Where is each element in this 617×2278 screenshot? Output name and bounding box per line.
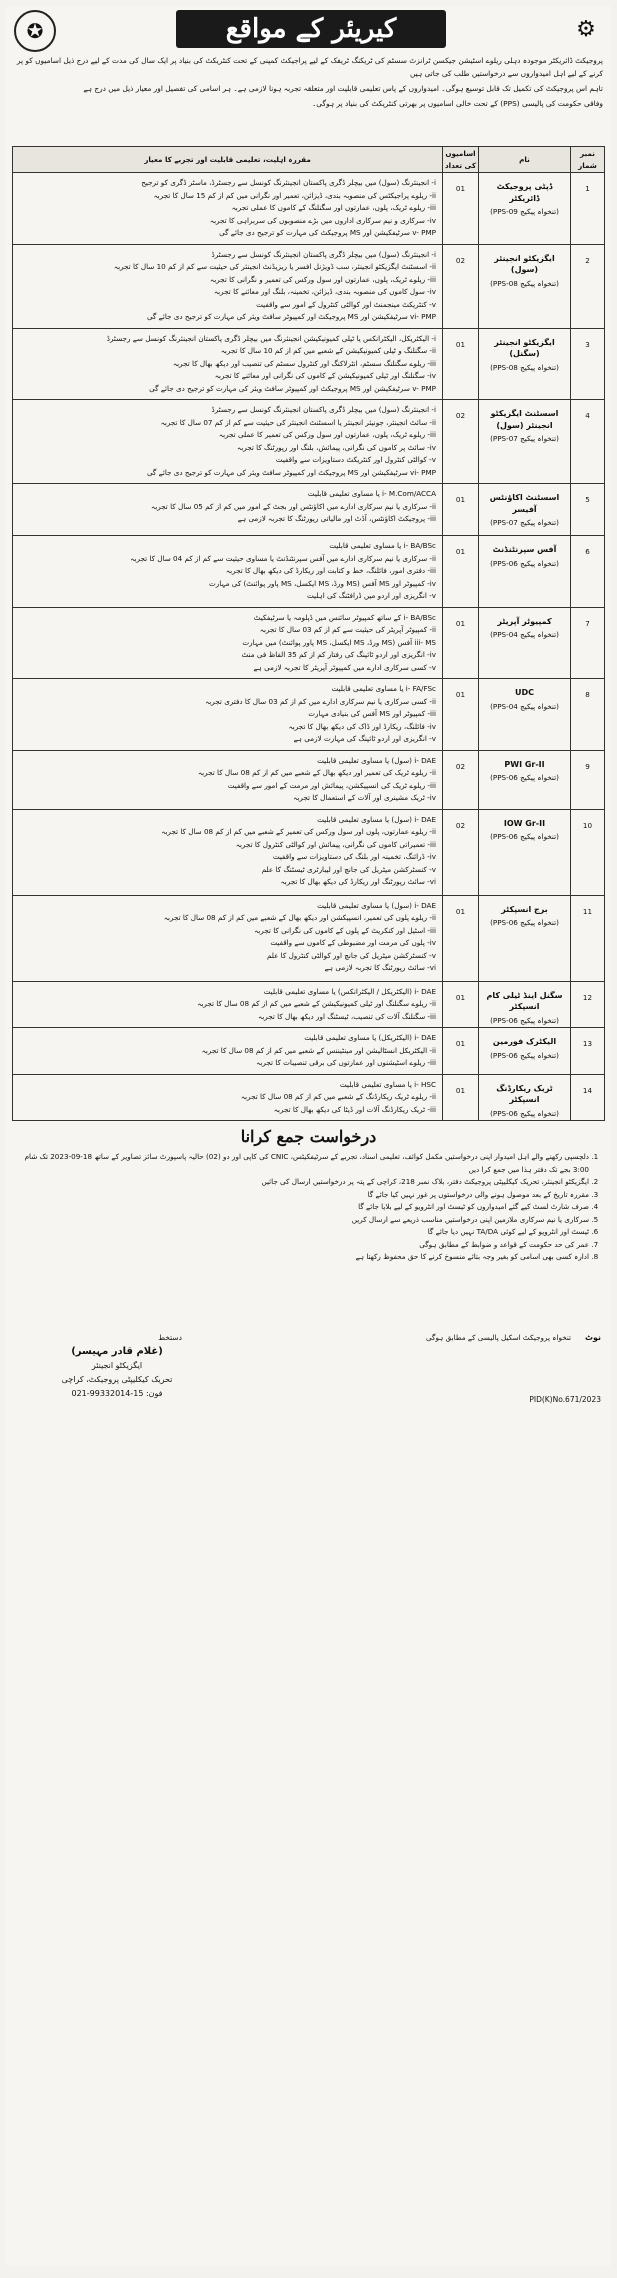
post-pay-scale: (تنخواہ پیکیج PPS-06)	[490, 1015, 559, 1025]
table-row	[13, 981, 605, 1028]
row-seats: 01	[443, 607, 479, 679]
requirement-item: i- BA/BSc کے ساتھ کمپیوٹر سائنس میں ڈپلومہ یا سرٹیفکیٹ	[253, 612, 436, 622]
row-serial: 10	[571, 809, 605, 895]
post-name: برج انسپکٹر	[501, 904, 548, 914]
row-post	[479, 244, 571, 328]
requirement-item: iii- سگنلنگ آلات کی تنصیب، ٹیسٹنگ اور دیکھ بھال کا تجربہ	[258, 1011, 436, 1021]
requirement-item: i- DAE (الیکٹریکل / الیکٹرانکس) یا مساوی تعلیمی قابلیت	[263, 986, 436, 996]
apply-item: 4. صرف شارٹ لسٹ کیے گئے امیدواروں کو ٹیسٹ اور انٹرویو کے لیے بلایا جائے گا	[14, 1201, 589, 1214]
requirement-item: v- انگریزی اور اردو میں ڈرافٹنگ کی اہلیت	[306, 591, 436, 600]
post-name: اسسٹنٹ اکاؤنٹس آفیسر	[489, 493, 560, 514]
row-post	[479, 895, 571, 981]
row-post	[479, 484, 571, 536]
requirement-item: vi- سائٹ رپورٹنگ کا تجربہ لازمی ہے	[324, 963, 436, 972]
row-serial: 12	[571, 981, 605, 1028]
requirement-item: v- کسی سرکاری ادارے میں کمپیوٹر آپریٹر کا تجربہ لازمی ہے	[253, 662, 436, 672]
signatory-office: تحریک کیکلیپٹی پروجیکٹ، کراچی	[61, 1375, 173, 1384]
post-pay-scale: (تنخواہ پیکیج PPS-09)	[490, 207, 559, 216]
requirement-item: iv- فائلنگ، ریکارڈ اور ڈاک کی دیکھ بھال کا تجربہ	[288, 721, 436, 731]
post-name: کمپیوٹر آپریٹر	[497, 616, 552, 626]
row-serial: 7	[571, 607, 605, 679]
apply-item: 2. ایگزیکٹو انجینئر، تحریک کیکلیپٹی پروجیکٹ دفتر، بلاک نمبر 218، کراچی کے پتہ پر درخواستیں ارسال کی جائیں	[14, 1176, 589, 1189]
requirement-item: vi- PMP سرٹیفکیشن اور MS پروجیکٹ اور کمپیوٹر سافٹ ویئر کی مہارت کو ترجیح دی جائے گی	[146, 312, 436, 321]
sign-label: دستخط	[158, 1333, 182, 1342]
post-name: سگنل اینڈ ٹیلی کام انسپکٹر	[486, 990, 563, 1011]
apply-item: 8. ادارہ کسی بھی اسامی کو بغیر وجہ بتائے منسوخ کرنے کا حق محفوظ رکھتا ہے	[14, 1251, 589, 1264]
requirement-item: ii- سرکاری یا نیم سرکاری ادارے میں اکاؤنٹس اور بجٹ کے امور میں کم از کم 05 سال کا تجربہ	[150, 501, 436, 511]
requirement-item: v- انگریزی اور اردو ٹائپنگ کی مہارت لازمی ہے	[293, 734, 436, 743]
apply-item: 1. دلچسپی رکھنے والے اہل امیدوار اپنی درخواستیں مکمل کوائف، تعلیمی اسناد، تجربے کے سرٹیفکیٹس، CNIC کی کاپی اور دو (02) حالیہ پاسپورٹ سائز تصاویر کے ساتھ 18-09-2023 تک شام 3:00 بجے تک دفتر ہذا میں جمع کرا دیں	[14, 1151, 589, 1176]
note-label: نوٹ	[584, 1333, 601, 1342]
row-requirements	[13, 244, 443, 328]
table-header-row	[13, 147, 605, 173]
post-pay-scale: (تنخواہ پیکیج PPS-06)	[490, 918, 559, 927]
requirement-item: v- PMP سرٹیفکیشن اور MS پروجیکٹ کی مہارت کو ترجیح دی جائے گی	[219, 228, 436, 237]
requirement-item: iv- سول کاموں کی منصوبہ بندی، ڈیزائن، تخمینہ، بلنگ اور معائنے کا تجربہ	[213, 287, 436, 296]
row-seats: 01	[443, 1028, 479, 1075]
requirement-item: i- M.Com/ACCA یا مساوی تعلیمی قابلیت	[307, 489, 436, 498]
post-name: آفس سپرنٹنڈنٹ	[492, 545, 557, 554]
post-pay-scale: (تنخواہ پیکیج PPS-07)	[490, 434, 559, 443]
table-row	[13, 750, 605, 809]
row-requirements	[13, 328, 443, 400]
row-requirements	[13, 809, 443, 895]
row-seats: 01	[443, 895, 479, 981]
jobs-table	[12, 146, 605, 1121]
requirement-item: iv- ٹریک مشینری اور آلات کے استعمال کا تجربہ	[293, 793, 436, 802]
row-post	[479, 536, 571, 608]
header-seats: اسامیوں کی تعداد	[443, 147, 479, 173]
table-row	[13, 607, 605, 679]
intro-paragraph: پروجیکٹ ڈائریکٹر موجودہ دہلی ریلوے اسٹیشن جیکسن ٹرانزٹ سسٹم کی ٹریکنگ ٹریفک کے لیے پراجیکٹ کمپنی کے تحت کنٹریکٹ کی بنیاد پر ایک سال کی مدت کے لیے درج ذیل اسامیوں کو پر کرنے کے لیے اہل امیدواروں سے درخواستیں طلب کی جاتی ہیں	[16, 56, 603, 78]
requirement-item: i- DAE (سول) یا مساوی تعلیمی قابلیت	[317, 755, 436, 765]
intro-paragraph: وفاقی حکومت کی پالیسی (PPS) کے تحت خالی اسامیوں پر بھرتی کنٹریکٹ کی بنیاد پر ہوگی۔	[311, 99, 603, 108]
row-serial: 5	[571, 484, 605, 536]
table-row	[13, 1074, 605, 1121]
row-requirements	[13, 1074, 443, 1121]
row-seats: 02	[443, 750, 479, 809]
signatory-phone: 021-99332014-15 :فون	[71, 1389, 163, 1398]
row-seats: 01	[443, 328, 479, 400]
post-name: IOW Gr-II	[503, 818, 546, 828]
requirement-item: iii- دفتری امور، فائلنگ، خط و کتابت اور ریکارڈ کی دیکھ بھال کا تجربہ	[225, 566, 436, 575]
requirement-item: iii- پروجیکٹ اکاؤنٹس، آڈٹ اور مالیاتی رپورٹنگ کا تجربہ لازمی ہے	[237, 514, 436, 523]
table-row	[13, 679, 605, 751]
requirement-item: v- PMP سرٹیفکیشن اور MS پروجیکٹ اور کمپیوٹر سافٹ ویئر کی مہارت کو ترجیح دی جائے گی	[149, 383, 436, 393]
row-seats: 01	[443, 536, 479, 608]
intro-paragraph: تاہم اس پروجیکٹ کی تکمیل تک قابل توسیع ہوگی۔ امیدواروں کے پاس تعلیمی قابلیت اور متعلقہ تجربہ ہونا لازمی ہے۔ ہر اسامی کی تفصیل اور معیار ذیل میں درج ہے	[83, 84, 603, 93]
header-post: نام	[479, 147, 571, 173]
row-requirements	[13, 1028, 443, 1075]
requirement-item: i- HSC یا مساوی تعلیمی قابلیت	[339, 1079, 436, 1089]
row-post	[479, 750, 571, 809]
requirement-item: iv- سگنلنگ اور ٹیلی کمیونیکیشن کے کاموں کی نگرانی اور معائنے کا تجربہ	[214, 371, 436, 380]
requirement-item: i- DAE (سول) یا مساوی تعلیمی قابلیت	[317, 900, 436, 910]
post-name: ایگزیکٹو انجینئر (سول)	[494, 253, 555, 274]
requirement-item: iii- تعمیراتی کاموں کی نگرانی، پیمائش اور کوالٹی کنٹرول کا تجربہ	[235, 839, 436, 849]
requirement-item: v- کنٹریکٹ مینجمنٹ اور کوالٹی کنٹرول کے امور سے واقفیت	[256, 299, 436, 309]
post-pay-scale: (تنخواہ پیکیج PPS-08)	[490, 278, 559, 288]
row-serial: 9	[571, 750, 605, 809]
row-requirements	[13, 750, 443, 809]
table-row	[13, 809, 605, 895]
requirement-item: i- DAE (الیکٹریکل) یا مساوی تعلیمی قابلیت	[304, 1033, 436, 1042]
requirement-item: iii- ریلوے سگنلنگ سسٹم، انٹرلاکنگ اور کنٹرول سسٹم کی تنصیب اور دیکھ بھال کا تجربہ	[172, 358, 436, 368]
requirement-item: iii- ریلوے ٹریک، پلوں، عمارتوں اور سول ورکس کی تعمیر کا عملی تجربہ	[218, 430, 436, 439]
post-pay-scale: (تنخواہ پیکیج PPS-04)	[490, 701, 559, 711]
requirement-item: ii- ریلوے پلوں کی تعمیر، انسپیکشن اور دیکھ بھال کے شعبے میں کم از کم 08 سال کا تجربہ	[163, 913, 436, 922]
row-seats: 02	[443, 809, 479, 895]
table-row	[13, 895, 605, 981]
post-pay-scale: (تنخواہ پیکیج PPS-08)	[490, 362, 559, 372]
row-post	[479, 679, 571, 751]
row-requirements	[13, 400, 443, 484]
table-row	[13, 1028, 605, 1075]
row-seats: 01	[443, 484, 479, 536]
requirement-item: ii- ریلوے سگنلنگ اور ٹیلی کمیونیکیشن کے شعبے میں کم از کم 08 سال کا تجربہ	[197, 999, 436, 1008]
requirement-item: iv- انگریزی اور اردو ٹائپنگ کی رفتار کم از کم 35 الفاظ فی منٹ	[241, 650, 436, 659]
post-pay-scale: (تنخواہ پیکیج PPS-04)	[490, 630, 559, 639]
row-serial: 2	[571, 244, 605, 328]
row-serial: 4	[571, 400, 605, 484]
requirement-item: v- کنسٹرکشن میٹریل کی جانچ اور لیبارٹری ٹیسٹنگ کا علم	[261, 864, 436, 874]
footer	[6, 1329, 611, 1415]
requirement-item: iii- کمپیوٹر اور MS آفس کی بنیادی مہارت	[308, 709, 436, 718]
row-serial: 1	[571, 173, 605, 245]
requirement-item: ii- سگنلنگ و ٹیلی کمیونیکیشن کے شعبے میں کم از کم 10 سال کا تجربہ	[220, 346, 436, 355]
requirement-item: ii- ریلوے پراجیکٹس کی منصوبہ بندی، ڈیزائن، تعمیر اور نگرانی میں کم از کم 15 سال کا تجربہ	[153, 190, 436, 200]
row-requirements	[13, 895, 443, 981]
apply-instructions	[6, 1151, 611, 1329]
advertisement-page	[6, 6, 611, 2266]
post-name: ایگزیکٹو انجینئر (سگنل)	[494, 337, 555, 358]
requirement-item: ii- کسی سرکاری یا نیم سرکاری ادارے میں کم از کم 03 سال کا دفتری تجربہ	[205, 696, 436, 706]
requirement-item: vi- سائٹ رپورٹنگ اور ریکارڈ کی دیکھ بھال کا تجربہ	[280, 877, 436, 886]
apply-title: درخواست جمع کرانا	[240, 1127, 377, 1146]
requirement-item: v- کنسٹرکشن میٹریل کی جانچ اور کوالٹی کنٹرول کا علم	[266, 950, 436, 960]
requirement-item: iv- ڈرائنگ، تخمینہ اور بلنگ کی دستاویزات سے واقفیت	[272, 852, 436, 861]
requirement-item: v- کوالٹی کنٹرول اور کنٹریکٹ دستاویزات سے واقفیت	[275, 455, 436, 464]
apply-item: 5. سرکاری یا نیم سرکاری ملازمین اپنی درخواستیں مناسب ذریعے سے ارسال کریں	[14, 1214, 589, 1227]
requirement-item: iii- اسٹیل اور کنکریٹ کے پلوں کے کاموں کی نگرانی کا تجربہ	[254, 925, 436, 935]
row-post	[479, 607, 571, 679]
requirement-item: i- انجینئرنگ (سول) میں بیچلر ڈگری پاکستان انجینئرنگ کونسل سے رجسٹرڈ	[211, 405, 436, 414]
requirement-item: iii- MS آفس (MS ورڈ، MS ایکسل، MS پاور پوائنٹ) میں مہارت	[242, 637, 436, 647]
apply-item: 6. ٹیسٹ اور انٹرویو کے لیے کوئی TA/DA نہیں دیا جائے گا	[14, 1226, 589, 1239]
requirement-item: vi- PMP سرٹیفکیشن اور MS پروجیکٹ اور کمپیوٹر سافٹ ویئر کی مہارت کو ترجیح دی جائے گی	[146, 467, 436, 477]
row-seats: 01	[443, 981, 479, 1028]
row-serial: 8	[571, 679, 605, 751]
row-post	[479, 1028, 571, 1075]
row-requirements	[13, 173, 443, 245]
requirement-item: ii- اسسٹنٹ ایگزیکٹو انجینئر، سب ڈویژنل افسر یا ریزیڈنٹ انجینئر کی حیثیت سے کم از کم 10 سال کا تجربہ	[113, 262, 436, 271]
page-title: کیریئر کے مواقع	[176, 10, 446, 48]
intro-text	[6, 54, 611, 146]
table-row	[13, 536, 605, 608]
header	[6, 6, 611, 54]
row-post	[479, 981, 571, 1028]
requirement-item: iii- ریلوے ٹریک کی انسپیکشن، پیمائش اور مرمت کے امور سے واقفیت	[227, 780, 436, 790]
post-pay-scale: (تنخواہ پیکیج PPS-06)	[490, 1050, 559, 1060]
requirement-item: i- FA/FSc یا مساوی تعلیمی قابلیت	[331, 684, 436, 693]
requirement-item: ii- سائٹ انجینئر، جونیئر انجینئر یا اسسٹنٹ انجینئر کی حیثیت سے کم از کم 07 سال کا تجربہ	[160, 417, 436, 427]
post-name: اسسٹنٹ ایگزیکٹو انجینئر (سول)	[490, 409, 559, 430]
row-serial: 14	[571, 1074, 605, 1121]
table-row	[13, 173, 605, 245]
row-post	[479, 328, 571, 400]
requirement-item: i- الیکٹریکل، الیکٹرانکس یا ٹیلی کمیونیکیشن انجینئرنگ میں بیچلر ڈگری پاکستان انجینئرنگ کونسل سے رجسٹرڈ	[106, 333, 436, 343]
row-requirements	[13, 607, 443, 679]
row-post	[479, 173, 571, 245]
requirement-item: iv- پلوں کی مرمت اور مضبوطی کے کاموں سے واقفیت	[270, 938, 436, 947]
row-requirements	[13, 536, 443, 608]
apply-item: 3. مقررہ تاریخ کے بعد موصول ہونے والی درخواستوں پر غور نہیں کیا جائے گا	[14, 1189, 589, 1202]
header-requirements: مقررہ اہلیت، تعلیمی قابلیت اور تجربے کا معیار	[13, 147, 443, 173]
row-post	[479, 400, 571, 484]
post-pay-scale: (تنخواہ پیکیج PPS-07)	[490, 518, 559, 527]
table-row	[13, 484, 605, 536]
pid-number: PID(K)No.671/2023	[529, 1395, 601, 1404]
requirement-item: iv- کمپیوٹر اور MS آفس (MS ورڈ، MS ایکسل، MS پاور پوائنٹ) کی مہارت	[209, 578, 436, 588]
post-pay-scale: (تنخواہ پیکیج PPS-06)	[490, 1108, 559, 1118]
post-pay-scale: (تنخواہ پیکیج PPS-06)	[490, 773, 559, 782]
table-row	[13, 328, 605, 400]
signature-block	[22, 1331, 212, 1401]
row-requirements	[13, 679, 443, 751]
row-serial: 11	[571, 895, 605, 981]
row-seats: 01	[443, 679, 479, 751]
row-seats: 02	[443, 400, 479, 484]
row-post	[479, 809, 571, 895]
post-name: PWI Gr-II	[504, 759, 545, 769]
requirement-item: i- DAE (سول) یا مساوی تعلیمی قابلیت	[317, 814, 436, 824]
requirement-item: ii- کمپیوٹر آپریٹر کی حیثیت سے کم از کم 03 سال کا تجربہ	[259, 625, 436, 634]
post-name: ڈپٹی پروجیکٹ ڈائریکٹر	[496, 182, 553, 203]
requirement-item: i- انجینئرنگ (سول) میں بیچلر ڈگری پاکستان انجینئرنگ کونسل سے رجسٹرڈ، ماسٹر ڈگری کو ترجیح	[141, 178, 436, 187]
apply-item: 7. عمر کی حد حکومت کے قواعد و ضوابط کے مطابق ہوگی	[14, 1239, 589, 1252]
post-pay-scale: (تنخواہ پیکیج PPS-06)	[490, 832, 559, 841]
row-serial: 13	[571, 1028, 605, 1075]
note-text: تنخواہ پروجیکٹ اسکیل پالیسی کے مطابق ہوگی	[426, 1333, 571, 1342]
row-post	[479, 1074, 571, 1121]
requirement-item: iv- سرکاری و نیم سرکاری اداروں میں بڑے منصوبوں کی سربراہی کا تجربہ	[209, 215, 436, 225]
row-seats: 02	[443, 244, 479, 328]
header-serial: نمبر شمار	[571, 147, 605, 173]
requirement-item: ii- ریلوے عمارتوں، پلوں اور سول ورکس کی تعمیر کے شعبے میں کم از کم 08 سال کا تجربہ	[161, 827, 436, 836]
signatory-designation: ایگزیکٹو انجینئر	[91, 1361, 143, 1370]
table-row	[13, 244, 605, 328]
row-requirements	[13, 981, 443, 1028]
post-name: الیکٹرک فورمین	[492, 1037, 557, 1046]
row-serial: 6	[571, 536, 605, 608]
requirement-item: iv- سائٹ پر کاموں کی نگرانی، پیمائش، بلنگ اور رپورٹنگ کا تجربہ	[237, 442, 436, 452]
requirement-item: ii- سرکاری یا نیم سرکاری ادارے میں آفس سپرنٹنڈنٹ یا مساوی حیثیت سے کم از کم 04 سال کا تجربہ	[130, 553, 436, 563]
requirement-item: iii- ٹریک ریکارڈنگ آلات اور ڈیٹا کی دیکھ بھال کا تجربہ	[273, 1104, 436, 1114]
signatory-name: (غلام قادر مہیسر)	[71, 1346, 163, 1357]
row-serial: 3	[571, 328, 605, 400]
requirement-item: ii- الیکٹریکل انسٹالیشن اور مینٹیننس کے شعبے میں کم از کم 08 سال کا تجربہ	[201, 1045, 436, 1055]
emblem-icon: ✪	[14, 10, 56, 52]
post-name: UDC	[514, 688, 534, 697]
requirement-item: iii- ریلوے اسٹیشنوں اور عمارتوں کی برقی تنصیبات کا تجربہ	[256, 1058, 436, 1067]
table-row	[13, 400, 605, 484]
requirement-item: ii- ریلوے ٹریک کی تعمیر اور دیکھ بھال کے شعبے میں کم از کم 08 سال کا تجربہ	[197, 768, 436, 777]
post-pay-scale: (تنخواہ پیکیج PPS-06)	[490, 558, 559, 568]
row-requirements	[13, 484, 443, 536]
requirement-item: ii- ریلوے ٹریک ریکارڈنگ کے شعبے میں کم از کم 08 سال کا تجربہ	[240, 1092, 436, 1101]
requirement-item: i- انجینئرنگ (سول) میں بیچلر ڈگری پاکستان انجینئرنگ کونسل سے رجسٹرڈ	[211, 249, 436, 259]
post-name: ٹریک ریکارڈنگ انسپکٹر	[496, 1083, 553, 1104]
requirement-item: i- BA/BSc یا مساوی تعلیمی قابلیت	[329, 541, 436, 550]
company-logo-icon: ⚙	[576, 16, 596, 42]
requirement-item: iii- ریلوے ٹریک، پلوں، عمارتوں اور سگنلنگ کے کاموں کا عملی تجربہ	[231, 203, 436, 212]
requirement-item: iii- ریلوے ٹریک، پلوں، عمارتوں اور سول ورکس کی تعمیر و نگرانی کا تجربہ	[210, 274, 436, 284]
row-seats: 01	[443, 173, 479, 245]
row-seats: 01	[443, 1074, 479, 1121]
